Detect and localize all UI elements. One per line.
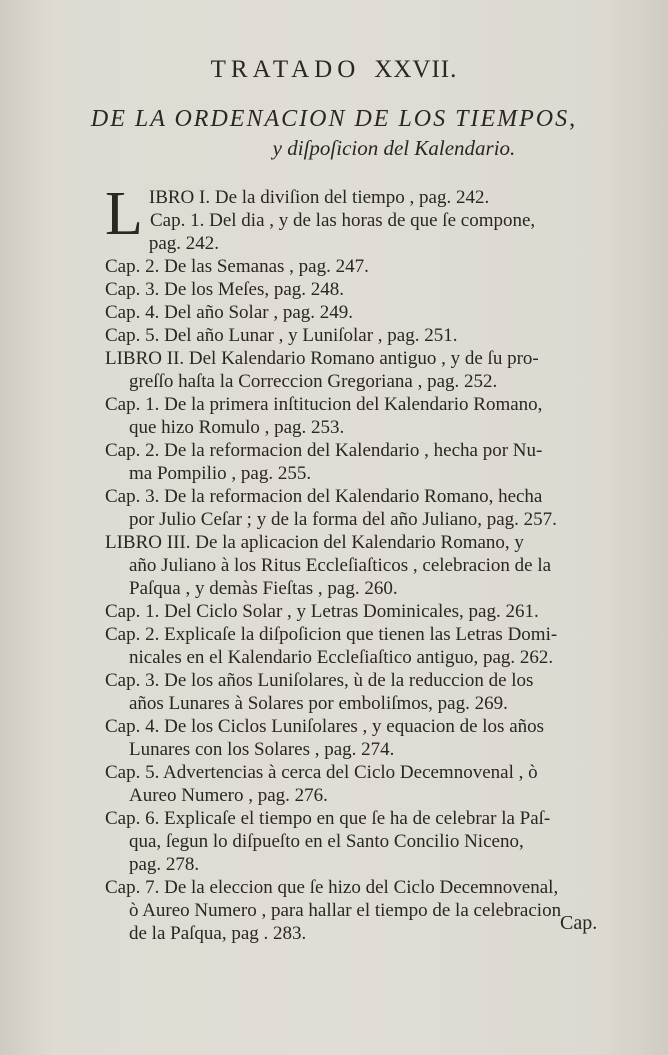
toc-entry [105,876,620,945]
toc-line: Cap. 1. Del Ciclo Solar , y Letras Dominicales, pag. 261. [105,601,539,622]
toc-line: año Juliano à los Ritus Eccleſiaſticos , celebracion de la [129,555,552,576]
toc-line: Cap. 3. De los años Luniſolares, ù de la reduccion de los [105,670,534,691]
toc-line: años Lunares à Solares por emboliſmos, pag. 269. [129,693,508,714]
table-of-contents [105,180,620,945]
toc-entry [105,761,620,807]
toc-entry-libro-1 [105,180,620,255]
header-number: XXVII. [374,56,458,83]
toc-entry [105,623,620,669]
toc-entry [105,347,620,393]
toc-line: greſſo haſta la Correccion Gregoriana , pag. 252. [129,371,498,392]
toc-line: Cap. 3. De los Meſes, pag. 248. [105,279,345,300]
toc-entry [105,301,620,324]
toc-entry [105,669,620,715]
toc-entry [105,439,620,485]
toc-entry [105,255,620,278]
toc-line: Cap. 2. De las Semanas , pag. 247. [105,256,369,277]
section-title: DE LA ORDENACION DE LOS TIEMPOS, [90,106,578,132]
toc-line: Lunares con los Solares , pag. 274. [129,739,395,760]
toc-line: que hizo Romulo , pag. 253. [129,417,345,438]
toc-line: de la Paſqua, pag . 283. [129,923,307,944]
toc-line: LIBRO III. De la aplicacion del Kalendario Romano, y [105,532,524,553]
toc-entries [105,255,620,945]
toc-line: nicales en el Kalendario Eccleſiaſtico antiguo, pag. 262. [129,647,554,668]
toc-line: pag. 278. [129,854,200,875]
toc-line: Cap. 1. De la primera inſtitucion del Kalendario Romano, [105,394,543,415]
toc-line: Cap. 7. De la eleccion que ſe hizo del Ciclo Decemnovenal, [105,877,559,898]
catchword: Cap. [560,912,598,934]
toc-line: qua, ſegun lo diſpueſto en el Santo Concilio Niceno, [129,831,524,852]
section-subtitle: y diſpoſicion del Kalendario. [272,136,516,160]
toc-line: IBRO I. De la diviſion del tiempo , pag. 242. [148,187,490,208]
toc-entry [105,600,620,623]
toc-line: Cap. 4. De los Ciclos Luniſolares , y equacion de los años [105,716,545,737]
toc-line: Cap. 3. De la reformacion del Kalendario Romano, hecha [105,486,543,507]
toc-line: pag. 242. [148,233,220,254]
toc-line: por Julio Ceſar ; y de la forma del año Juliano, pag. 257. [129,509,557,530]
toc-line: Cap. 2. De la reformacion del Kalendario , hecha por Nu- [105,440,543,461]
toc-entry [105,393,620,439]
running-header [0,56,668,84]
toc-line: Aureo Numero , pag. 276. [129,785,328,806]
toc-line: Cap. 5. Del año Lunar , y Luniſolar , pag. 251. [105,325,458,346]
toc-line: Cap. 5. Advertencias à cerca del Ciclo Decemnovenal , ò [105,762,538,783]
toc-entry [105,278,620,301]
toc-entry [105,531,620,600]
toc-line: Cap. 2. Explicaſe la diſpoſicion que tienen las Letras Domi- [105,624,558,645]
toc-line: LIBRO II. Del Kalendario Romano antiguo , y de ſu pro- [105,348,539,369]
toc-line: ma Pompilio , pag. 255. [129,463,312,484]
toc-entry [105,324,620,347]
toc-entry [105,807,620,876]
header-title: TRATADO [210,56,361,83]
toc-line: Cap. 4. Del año Solar , pag. 249. [105,302,354,323]
drop-cap-initial: L [105,180,143,248]
toc-line: ò Aureo Numero , para hallar el tiempo de la celebracion [129,900,562,921]
toc-line: Cap. 1. Del dia , y de las horas de que ſe compone, [150,210,536,231]
toc-line: Cap. 6. Explicaſe el tiempo en que ſe ha de celebrar la Paſ- [105,808,551,829]
toc-line: Paſqua , y demàs Fieſtas , pag. 260. [129,578,398,599]
toc-entry [105,485,620,531]
toc-entry [105,715,620,761]
